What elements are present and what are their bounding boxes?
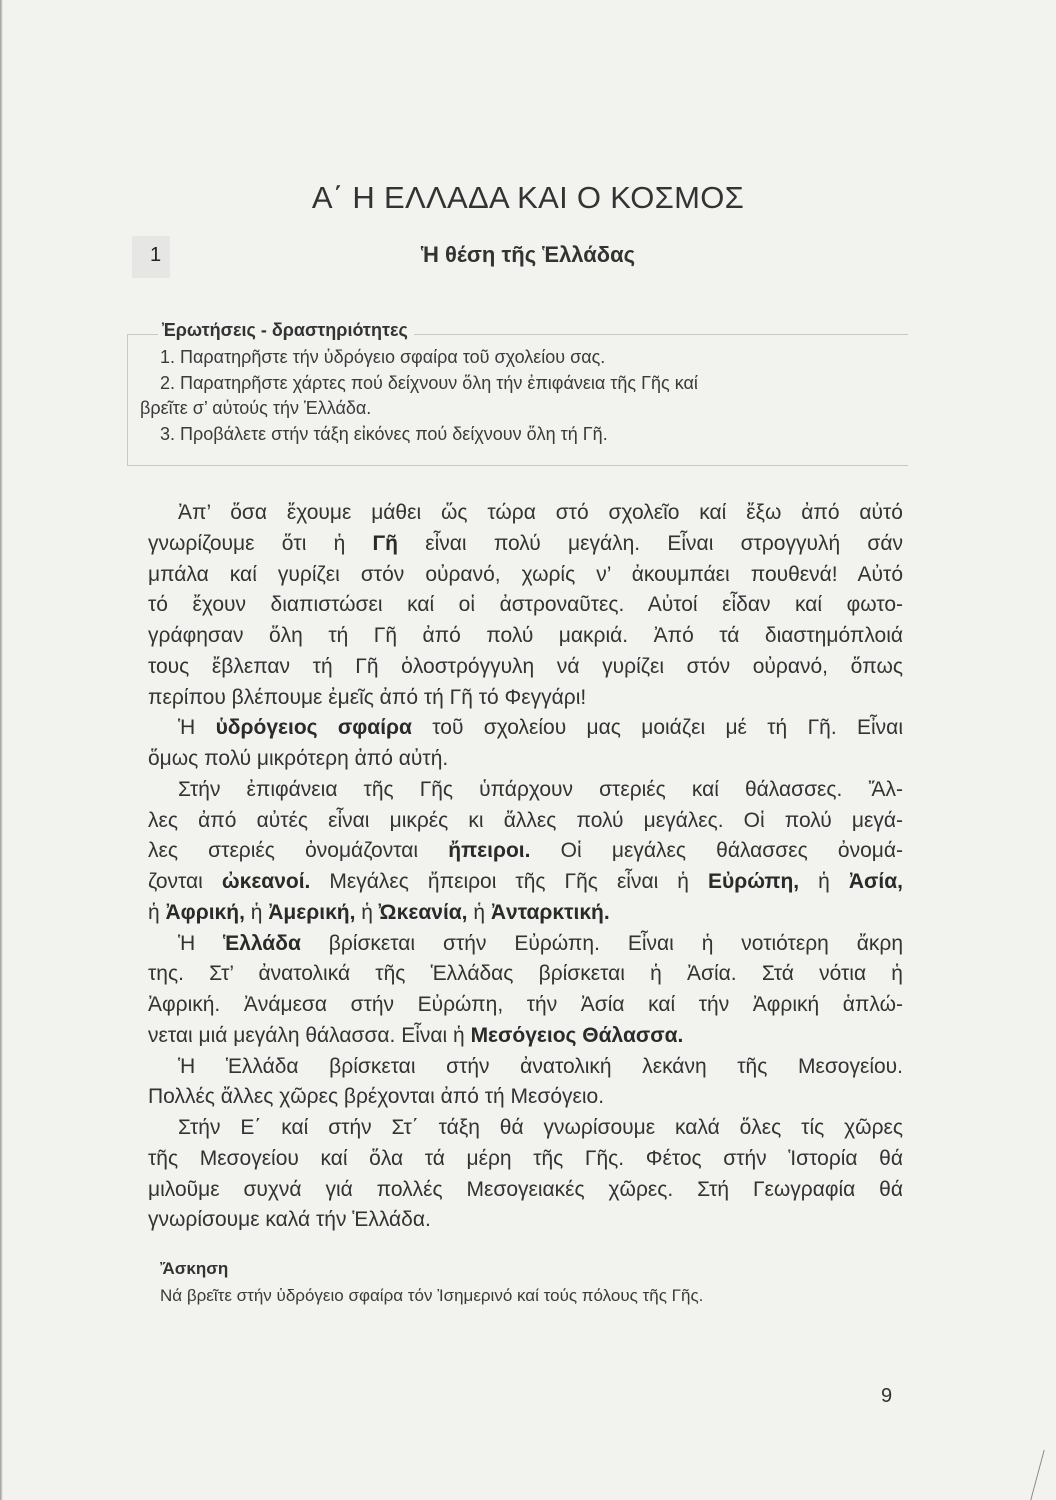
text-line	[148, 806, 903, 837]
text-line	[148, 898, 903, 929]
bold-term: Ἀφρική,	[165, 900, 245, 924]
text-run: τό ἔχουν διαπιστώσει καί οἱ ἀστροναῦτες. Αὐτοί εἶδαν καί φωτο-	[148, 593, 903, 617]
page-corner-mark	[1030, 1450, 1056, 1500]
text-line	[148, 1175, 903, 1206]
question-item: 3. Προβάλετε στήν τάξη εἰκόνες πού δείχνουν ὅλη τή Γῆ.	[160, 423, 608, 444]
text-line	[148, 1144, 903, 1175]
text-run: τοῦ σχολείου μας μοιάζει μέ τή Γῆ. Εἶναι	[411, 716, 903, 740]
text-run: ἡ	[244, 900, 269, 924]
bold-term: Ἀνταρκτική.	[490, 900, 610, 924]
text-run: Ἡ	[178, 716, 216, 740]
body-text	[148, 498, 903, 1236]
text-run: Στήν ἐπιφάνεια τῆς Γῆς ὑπάρχουν στεριές καί θάλασσες. Ἄλ-	[178, 777, 903, 801]
text-run: λες στεριές ὀνομάζονται	[148, 839, 449, 863]
text-line	[148, 1021, 903, 1052]
text-run: γράφησαν ὅλη τή Γῆ ἀπό πολύ μακριά. Ἀπό τά διαστημόπλοιά	[148, 624, 903, 647]
text-line	[148, 1052, 903, 1083]
text-line	[148, 990, 903, 1021]
text-run: ἡ	[799, 870, 849, 893]
text-run: γνωρίζουμε ὅτι ἡ	[148, 531, 373, 555]
text-run: περίπου βλέπουμε ἐμεῖς ἀπό τή Γῆ τό Φεγγάρι!	[148, 685, 587, 709]
text-run: Πολλές ἄλλες χῶρες βρέχονται ἀπό τή Μεσόγειο.	[148, 1085, 605, 1109]
bold-term: Εὐρώπη,	[708, 870, 800, 893]
exercise-label: Ἄσκηση	[160, 1259, 229, 1278]
text-run: μπάλα καί γυρίζει στόν οὐρανό, χωρίς ν’ ἀκουμπάει πουθενά! Αὐτό	[148, 562, 903, 586]
paragraph	[148, 775, 903, 929]
text-run: Στήν Ε΄ καί στήν Στ΄ τάξη θά γνωρίσουμε καλά ὅλες τίς χῶρες	[178, 1116, 903, 1139]
text-run: τους ἔβλεπαν τή Γῆ ὁλοστρόγγυλη νά γυρίζει στόν οὐρανό, ὅπως	[148, 654, 903, 678]
bold-term: Ὠκεανία,	[378, 900, 468, 924]
text-line	[148, 744, 903, 775]
text-line	[148, 590, 903, 621]
text-run: Μεγάλες ἤπειροι τῆς Γῆς εἶναι ἡ	[310, 870, 709, 893]
text-run: μιλοῦμε συχνά γιά πολλές Μεσογειακές χῶρες. Στή Γεωγραφία θά	[148, 1177, 903, 1201]
bold-term: ἤπειροι.	[448, 839, 531, 863]
text-run: νεται μιά μεγάλη θάλασσα. Εἶναι ἡ	[148, 1023, 471, 1047]
text-run: βρίσκεται στήν Εὐρώπη. Εἶναι ἡ νοτιότερη ἄκρη	[300, 931, 903, 955]
text-run: Ἡ Ἑλλάδα βρίσκεται στήν ἀνατολική λεκάνη τῆς Μεσογείου.	[178, 1054, 903, 1078]
text-run: της. Στ’ ἀνατολικά τῆς Ἑλλάδας βρίσκεται ἡ Ἀσία. Στά νότια ἡ	[148, 962, 903, 986]
text-line	[148, 1113, 903, 1144]
text-run: ἡ	[467, 900, 491, 924]
bold-term: Ἀμερική,	[268, 900, 356, 924]
exercise-text: Νά βρεῖτε στήν ὑδρόγειο σφαίρα τόν Ἰσημερινό καί τούς πόλους τῆς Γῆς.	[160, 1286, 704, 1305]
text-run: ὅμως πολύ μικρότερη ἀπό αὐτή.	[148, 747, 449, 770]
text-run: Ἡ	[178, 931, 224, 955]
text-line	[148, 683, 903, 714]
bold-term: Γῆ	[372, 531, 398, 555]
bold-term: Ἀσία,	[848, 870, 903, 893]
section-heading: Ἡ θέση τῆς Ἑλλάδας	[420, 242, 636, 267]
page-number: 9	[881, 1385, 893, 1407]
text-run: Ἀπ’ ὅσα ἔχουμε μάθει ὥς τώρα στό σχολεῖο καί ἔξω ἀπό αὐτό	[178, 501, 903, 524]
bold-term: ὠκεανοί.	[221, 870, 311, 893]
paragraph	[148, 1113, 903, 1236]
text-line	[148, 836, 903, 867]
paragraph	[148, 498, 903, 713]
bold-term: Μεσόγειος Θάλασσα.	[470, 1023, 684, 1047]
text-line	[148, 929, 903, 960]
text-line	[148, 867, 903, 898]
question-item: 2. Παρατηρῆστε χάρτες πού δείχνουν ὅλη τήν ἐπιφάνεια τῆς Γῆς καί	[160, 372, 698, 393]
paragraph	[148, 1052, 903, 1114]
section-number: 1	[150, 244, 162, 266]
text-line	[148, 775, 903, 806]
text-run: λες ἀπό αὐτές εἶναι μικρές κι ἄλλες πολύ μεγάλες. Οἱ πολύ μεγά-	[148, 808, 903, 832]
paragraph	[148, 929, 903, 1052]
text-run: ἡ	[355, 900, 379, 924]
text-line	[148, 959, 903, 990]
text-run: Οἱ μεγάλες θάλασσες ὀνομά-	[530, 839, 903, 863]
question-item-continuation: βρεῖτε σ’ αὐτούς τήν Ἑλλάδα.	[140, 398, 372, 418]
chapter-title: Α΄ Η ΕΛΛΑΔΑ ΚΑΙ Ο ΚΟΣΜΟΣ	[311, 180, 745, 215]
text-run: εἶναι πολύ μεγάλη. Εἶναι στρογγυλή σάν	[398, 531, 903, 555]
question-item: 1. Παρατηρῆστε τήν ὑδρόγειο σφαίρα τοῦ σχολείου σας.	[160, 347, 606, 367]
text-line	[148, 1205, 903, 1236]
text-run: γνωρίσουμε καλά τήν Ἑλλάδα.	[148, 1208, 431, 1232]
questions-legend: Ἐρωτήσεις - δραστηριότητες	[158, 320, 414, 341]
text-run: τῆς Μεσογείου καί ὅλα τά μέρη τῆς Γῆς. Φέτος στήν Ἱστορία θά	[148, 1146, 903, 1170]
text-line	[148, 529, 903, 560]
paragraph	[148, 713, 903, 775]
text-run: Ἀφρική. Ἀνάμεσα στήν Εὐρώπη, τήν Ἀσία καί τήν Ἀφρική ἁπλώ-	[148, 993, 903, 1016]
text-line	[148, 498, 903, 529]
text-run: ζονται	[148, 870, 222, 893]
text-line	[148, 713, 903, 744]
text-line	[148, 652, 903, 683]
bold-term: ὑδρόγειος σφαίρα	[215, 716, 412, 740]
bold-term: Ἑλλάδα	[223, 931, 301, 955]
text-line	[148, 621, 903, 652]
questions-list	[140, 345, 880, 447]
text-run: ἡ	[148, 900, 166, 924]
text-line	[148, 560, 903, 591]
text-line	[148, 1082, 903, 1113]
scan-edge	[0, 0, 3, 1500]
